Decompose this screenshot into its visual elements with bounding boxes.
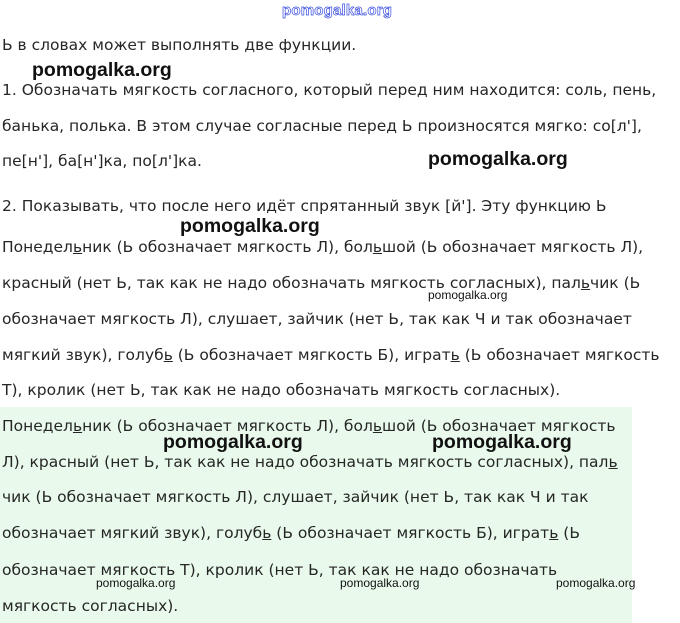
underlined-soft-sign: ь	[372, 417, 383, 435]
site-watermark: pomogalka.org	[96, 576, 176, 590]
underlined-soft-sign: ь	[450, 346, 460, 364]
text-line: чик (Ь обозначает мягкость Л), слушает, зайчик (нет Ь, так как Ч и так	[2, 488, 589, 506]
site-watermark: pomogalka.org	[428, 148, 568, 170]
underlined-soft-sign: ь	[549, 524, 559, 542]
site-watermark: pomogalka.org	[282, 2, 393, 19]
text-segment: ник (Ь обозначает мягкость Л), бол	[82, 417, 373, 435]
text-segment: чик (Ь	[590, 274, 641, 292]
text-segment: ник (Ь обозначает мягкость Л), бол	[82, 238, 373, 256]
site-watermark: pomogalka.org	[556, 576, 636, 590]
site-watermark: pomogalka.org	[180, 215, 320, 237]
text-line	[2, 345, 660, 365]
underlined-soft-sign: ь	[372, 238, 383, 256]
text-line: банька, полька. В этом случае согласные перед Ь произносятся мягко: со[л'],	[2, 117, 642, 135]
underlined-soft-sign: ь	[262, 524, 272, 542]
text-line: Ь в словах может выполнять две функции.	[2, 36, 357, 54]
underlined-soft-sign: ь	[163, 346, 173, 364]
text-segment: красный (нет Ь, так как не надо обозначать мягкость согласных), пал	[2, 274, 581, 292]
text-line: 2. Показывать, что после него идёт спрятанный звук [й']. Эту функцию Ь	[2, 197, 607, 215]
text-segment: обозначает мягкий звук), голуб	[2, 524, 263, 542]
underlined-soft-sign: ь	[72, 238, 83, 256]
text-line: обозначает мягкость Л), слушает, зайчик (нет Ь, так как Ч и так обозначает	[2, 310, 632, 328]
text-segment: шой (Ь обозначает мягкость Л),	[382, 238, 644, 256]
text-line: Т), кролик (нет Ь, так как не надо обозначать мягкость согласных).	[2, 381, 561, 399]
text-line	[2, 452, 618, 472]
site-watermark: pomogalka.org	[32, 59, 172, 81]
site-watermark: pomogalka.org	[428, 288, 508, 302]
text-segment: (Ь	[558, 524, 580, 542]
text-line: обозначает мягкость Т), кролик (нет Ь, так как не надо обозначать	[2, 561, 558, 579]
text-segment: Л), красный (нет Ь, так как не надо обозначать мягкость согласных), пал	[2, 453, 609, 471]
text-line	[2, 523, 580, 543]
text-line: мягкость согласных).	[2, 597, 179, 615]
text-line	[2, 237, 643, 257]
text-segment: (Ь обозначает мягкость Б), играт	[271, 524, 550, 542]
site-watermark: pomogalka.org	[163, 431, 303, 453]
text-segment: шой (Ь обозначает мягкость	[382, 417, 616, 435]
text-segment: (Ь обозначает мягкость Б), играт	[172, 346, 451, 364]
text-segment: Понедел	[2, 417, 73, 435]
text-segment: мягкий звук), голуб	[2, 346, 164, 364]
text-line: 1. Обозначать мягкость согласного, который перед ним находится: соль, пень,	[2, 81, 657, 99]
underlined-soft-sign: ь	[72, 417, 83, 435]
text-segment: (Ь обозначает мягкость	[459, 346, 660, 364]
underlined-soft-sign: ь	[608, 453, 618, 471]
text-line: пе[н'], ба[н']ка, по[л']ка.	[2, 152, 202, 170]
text-line	[2, 273, 640, 293]
site-watermark: pomogalka.org	[432, 431, 572, 453]
text-segment: Понедел	[2, 238, 73, 256]
underlined-soft-sign: ь	[580, 274, 591, 292]
site-watermark: pomogalka.org	[340, 576, 420, 590]
